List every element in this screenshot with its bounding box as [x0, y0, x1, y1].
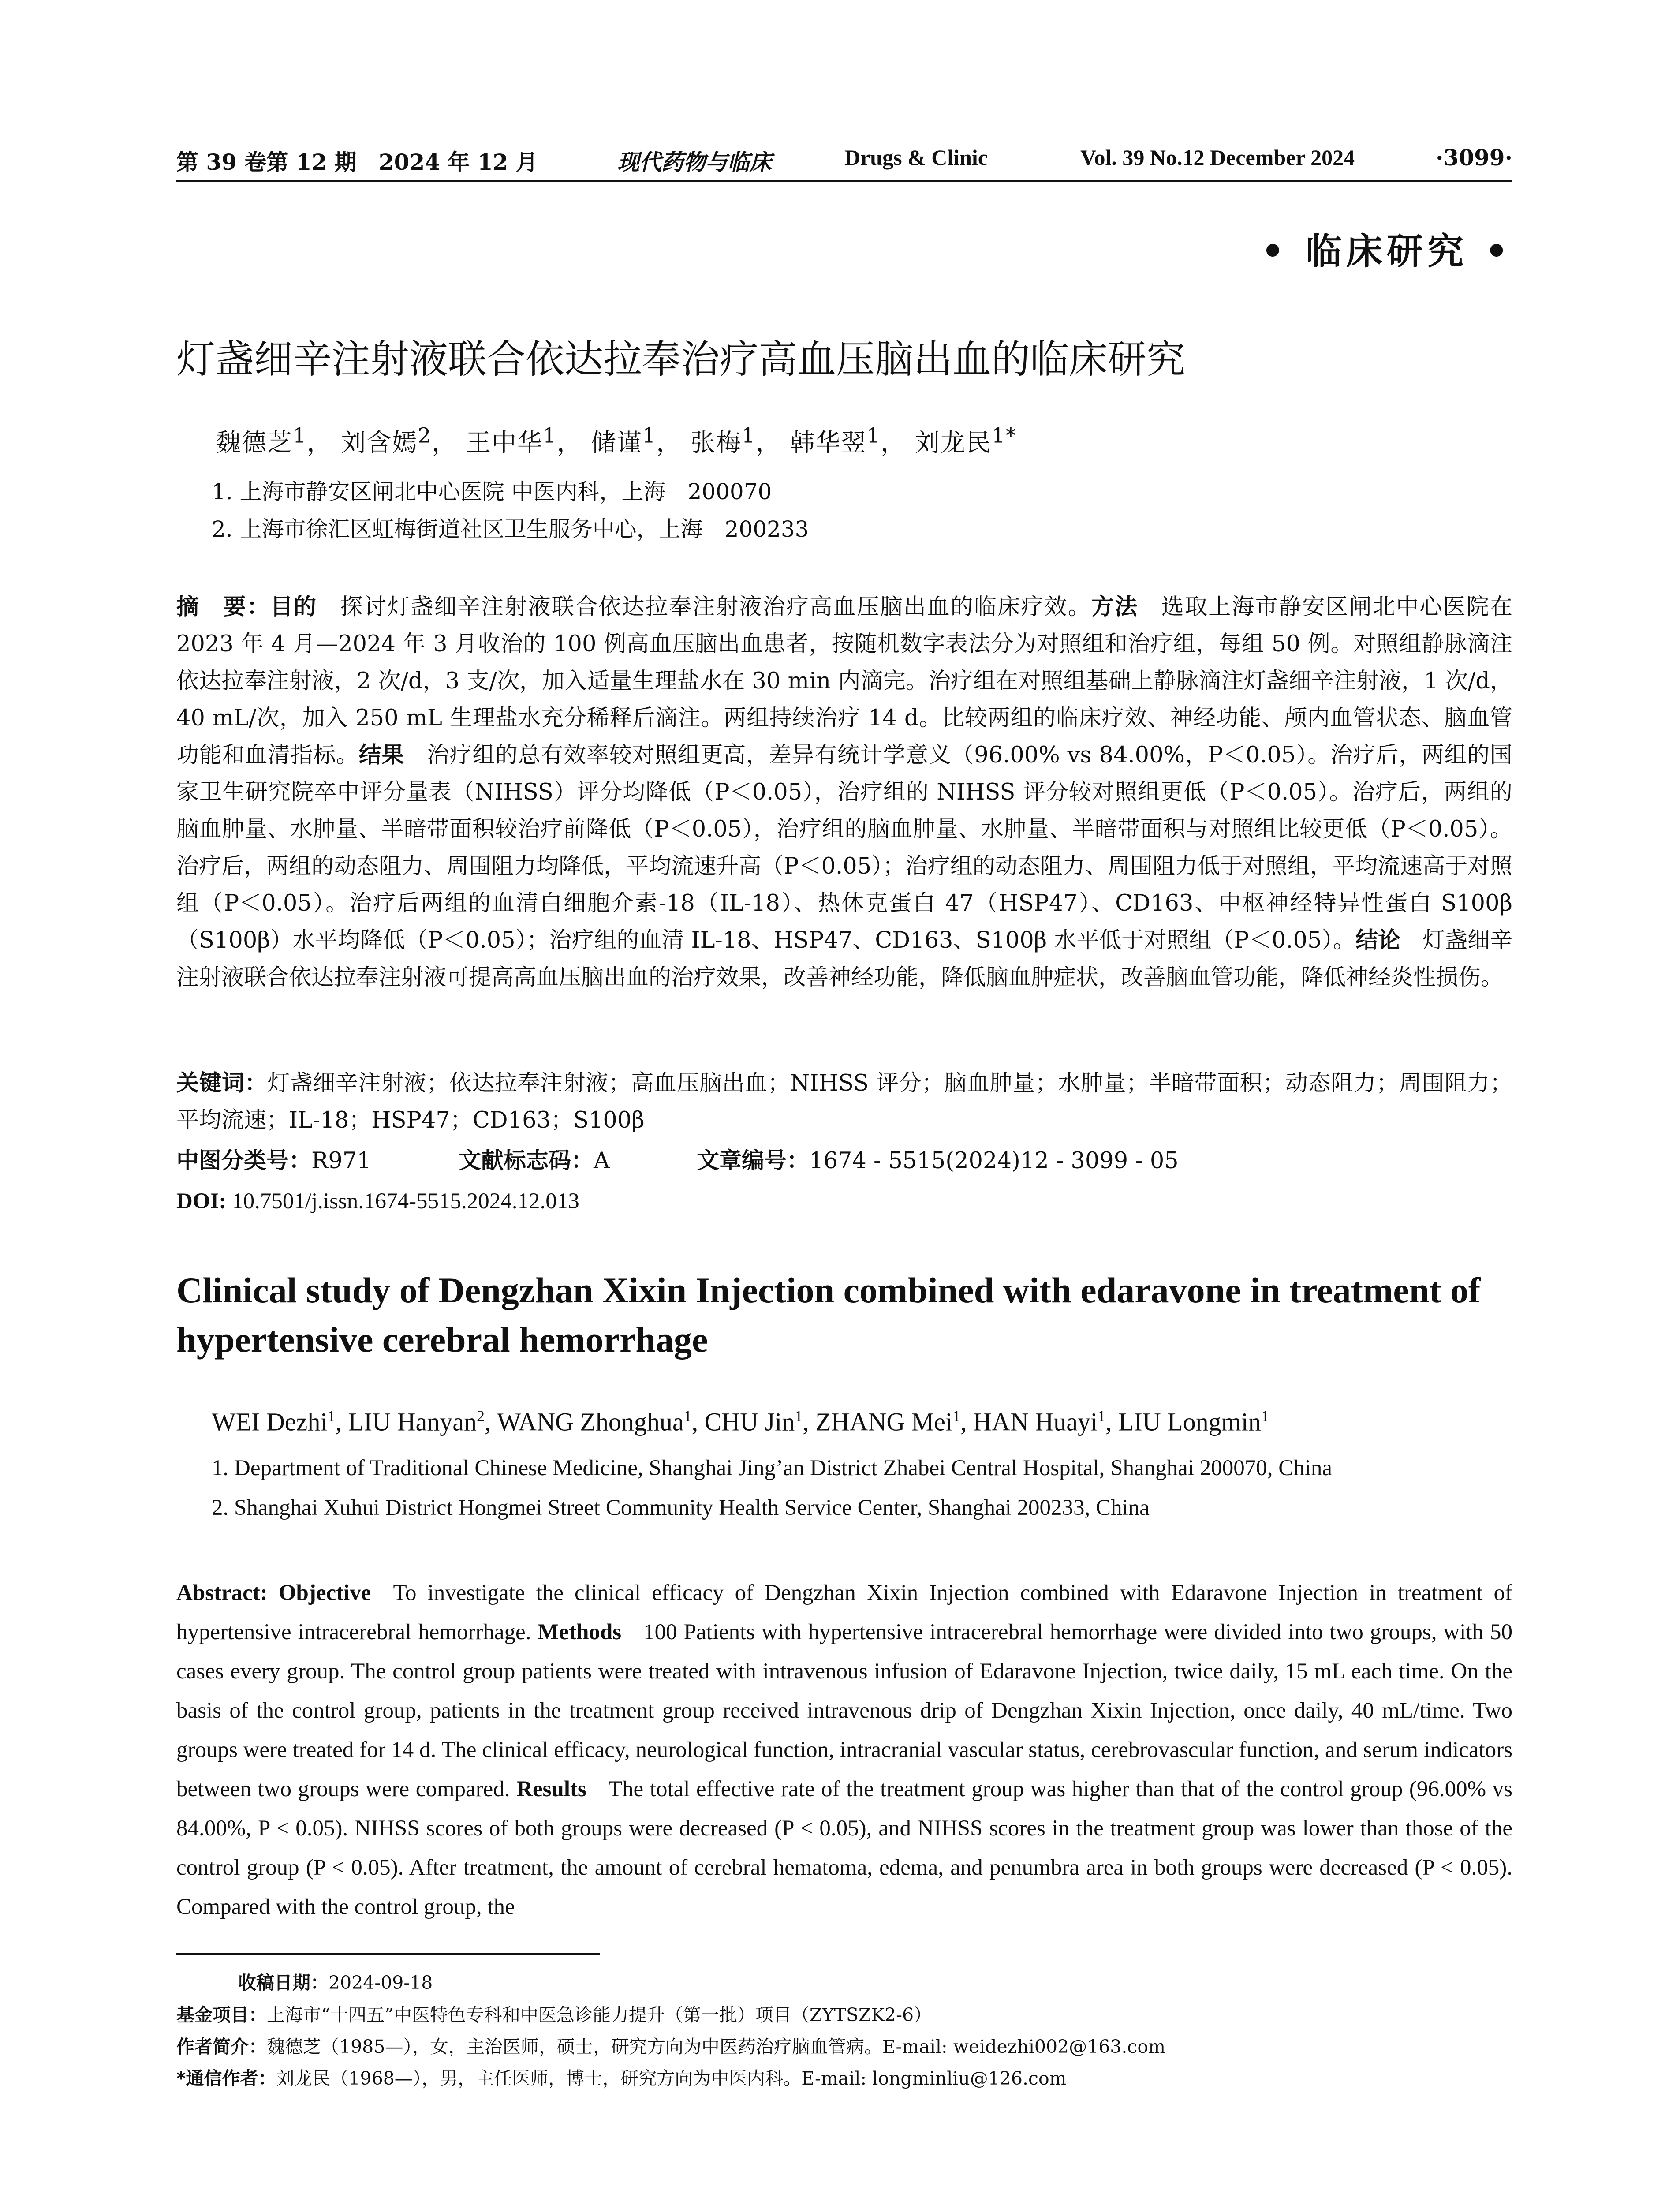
author-sup: 2: [477, 1407, 485, 1425]
conclusion-label: 结论: [1355, 927, 1400, 953]
author-cn: 刘龙民: [915, 429, 992, 457]
received-label: 收稿日期：: [238, 1972, 329, 1993]
author-sup: 1: [952, 1407, 961, 1425]
author-en: WEI Dezhi: [212, 1407, 328, 1436]
header-volume-en: Vol. 39 No.12 December 2024: [1080, 145, 1355, 170]
author-sup: 1: [1261, 1407, 1269, 1425]
results-en-label: Results: [516, 1777, 586, 1801]
keywords-cn: [176, 1065, 1512, 1139]
fund-value: 上海市“十四五”中医特色专科和中医急诊能力提升（第一批）项目（ZYTSZK2-6）: [267, 2004, 932, 2026]
author-cn: 储谨: [591, 429, 642, 457]
author-cn: 魏德芝: [216, 429, 293, 457]
abstract-label: 摘 要：: [176, 594, 270, 620]
author-bio-label: 作者简介：: [176, 2036, 267, 2057]
author-cn: 王中华: [466, 429, 543, 457]
corr-value: 刘龙民（1968—），男，主任医师，博士，研究方向为中医内科。E-mail: longminliu@126.com: [276, 2068, 1067, 2089]
article-id-value: 1674 - 5515(2024)12 - 3099 - 05: [809, 1148, 1179, 1174]
corr-label: *通信作者：: [176, 2068, 276, 2089]
clc-label: 中图分类号：: [176, 1148, 312, 1174]
section-label: • 临床研究 •: [1261, 230, 1512, 273]
page-number: ·3099·: [1436, 145, 1512, 171]
author-cn: 韩华翌: [790, 429, 867, 457]
author-en: LIU Hanyan: [348, 1407, 477, 1436]
title-cn: 灯盏细辛注射液联合依达拉奉治疗高血压脑出血的临床研究: [176, 336, 1186, 382]
author-sup: 1*: [992, 424, 1017, 448]
author-en: WANG Zhonghua: [497, 1407, 684, 1436]
affiliation-en-1: 1. Department of Traditional Chinese Medicine, Shanghai Jing’an District Zhabei Central Hospital, Shanghai 200070, China: [212, 1456, 1333, 1480]
results-en-text: The total effective rate of the treatment group was higher than that of the control group (96.00% vs 84.00%, P < 0.05). NIHSS scores of both groups were decreased (P < 0.05), and NIHSS scores in the treatment group was lower than those of the control group (P < 0.05). After treatment, the amount of cerebral hematoma, edema, and penumbra area in both groups were decreased (P < 0.05). Compared with the control group, the: [176, 1777, 1513, 1919]
results-text: 治疗组的总有效率较对照组更高，差异有统计学意义（96.00% vs 84.00%，P＜0.05）。治疗后，两组的国家卫生研究院卒中评分量表（NIHSS）评分均降低（P＜0.05），治疗组的 NIHSS 评分较对照组更低（P＜0.05）。治疗后，两组的脑血肿量、水肿量、半暗带面积较治疗前降低（P＜0.05），治疗组的脑血肿量、水肿量、半暗带面积与对照组比较更低（P＜0.05）。治疗后，两组的动态阻力、周围阻力均降低，平均流速升高（P＜0.05）；治疗组的动态阻力、周围阻力低于对照组，平均流速高于对照组（P＜0.05）。治疗后两组的血清白细胞介素-18（IL-18）、热休克蛋白 47（HSP47）、CD163、中枢神经特异性蛋白 S100β（S100β）水平均降低（P＜0.05）；治疗组的血清 IL-18、HSP47、CD163、S100β 水平低于对照组（P＜0.05）。: [176, 742, 1512, 953]
methods-text: 选取上海市静安区闸北中心医院在 2023 年 4 月—2024 年 3 月收治的 100 例高血压脑出血患者，按随机数字表法分为对照组和治疗组，每组 50 例。对照组静脉滴注依达拉奉注射液，2 次/d，3 支/次，加入适量生理盐水在 30 min 内滴完。治疗组在对照组基础上静脉滴注灯盏细辛注射液，1 次/d，40 mL/次，加入 250 mL 生理盐水充分稀释后滴注。两组持续治疗 14 d。比较两组的临床疗效、神经功能、颅内血管状态、脑血管功能和血清指标。: [176, 594, 1512, 768]
author-en: CHU Jin: [704, 1407, 795, 1436]
header-journal-cn: 现代药物与临床: [617, 149, 772, 175]
methods-en-label: Methods: [538, 1620, 622, 1644]
fund-label: 基金项目：: [176, 2004, 267, 2026]
affiliation-cn-2: 2. 上海市徐汇区虹梅街道社区卫生服务中心，上海 200233: [212, 516, 809, 542]
header-journal-en: Drugs & Clinic: [844, 145, 988, 170]
methods-en-text: 100 Patients with hypertensive intracerebral hemorrhage were divided into two groups, with 50 cases every group. The control group patients were treated with intravenous infusion of Edaravone Injection, twice daily, 15 mL each time. On the basis of the control group, patients in the treatment group received intravenous drip of Dengzhan Xixin Injection, once daily, 40 mL/time. Two groups were treated for 14 d. The clinical efficacy, neurological function, intracranial vascular status, cerebrovascular function, and serum indicators between two groups were compared.: [176, 1620, 1512, 1801]
objective-text: 探讨灯盏细辛注射液联合依达拉奉注射液治疗高血压脑出血的临床疗效。: [339, 594, 1092, 620]
abstract-cn: [176, 589, 1512, 996]
footnote-received: [238, 1968, 433, 1994]
doi: [176, 1188, 579, 1214]
footnote-author: [176, 2032, 1165, 2058]
doc-code-value: A: [594, 1148, 610, 1174]
authors-en: WEI Dezhi$^1$, LIU Hanyan$^2$, WANG Zhonghua$^1$, CHU Jin$^1$, ZHANG Mei$^1$, HAN Huayi$^1$, LIU Longmin$^1$: [212, 1407, 1269, 1436]
running-header: [176, 140, 1512, 182]
abstract-en: [176, 1573, 1512, 1927]
author-sup: 1: [327, 1407, 336, 1425]
authors-cn: 魏德芝$^1$， 刘含嫣$^2$， 王中华$^1$， 储谨$^1$， 张梅$^1$， 韩华翌$^1$， 刘龙民$^{1*}$: [216, 424, 1017, 457]
objective-en-label: Objective: [278, 1581, 371, 1605]
keywords-label: 关键词：: [176, 1070, 268, 1096]
author-sup: 1: [543, 424, 557, 448]
received-value: 2024-09-18: [329, 1972, 433, 1993]
author-sup: 2: [418, 424, 432, 448]
author-sup: 1: [742, 424, 756, 448]
author-sup: 1: [293, 424, 307, 448]
affiliation-cn-1: 1. 上海市静安区闸北中心医院 中医内科，上海 200070: [212, 479, 772, 505]
methods-label: 方法: [1091, 594, 1139, 620]
keywords-text: 灯盏细辛注射液；依达拉奉注射液；高血压脑出血；NIHSS 评分；脑血肿量；水肿量；半暗带面积；动态阻力；周围阻力；平均流速；IL-18；HSP47；CD163；S100β: [176, 1070, 1512, 1133]
author-bio-value: 魏德芝（1985—），女，主治医师，硕士，研究方向为中医药治疗脑血管病。E-mail: weidezhi002@163.com: [267, 2036, 1165, 2057]
classification-row: [176, 1142, 1179, 1175]
author-en: ZHANG Mei: [815, 1407, 953, 1436]
author-en: HAN Huayi: [973, 1407, 1098, 1436]
doi-label: DOI:: [176, 1189, 227, 1214]
author-cn: 张梅: [691, 429, 742, 457]
author-cn: 刘含嫣: [341, 429, 418, 457]
objective-label: 目的: [270, 594, 317, 620]
author-sup: 1: [642, 424, 657, 448]
title-en: Clinical study of Dengzhan Xixin Injection combined with edaravone in treatment of hypertensive cerebral hemorrhage: [176, 1270, 1481, 1360]
affiliation-en-2: 2. Shanghai Xuhui District Hongmei Street Community Health Service Center, Shanghai 200233, China: [212, 1495, 1150, 1520]
abstract-en-label: Abstract:: [176, 1581, 268, 1605]
author-en: LIU Longmin: [1118, 1407, 1261, 1436]
footnote-fund: [176, 2000, 932, 2026]
header-volume-cn: 第 39 卷第 12 期 2024 年 12 月: [176, 149, 538, 175]
author-sup: 1: [1098, 1407, 1106, 1425]
author-sup: 1: [683, 1407, 692, 1425]
doc-code-label: 文献标志码：: [459, 1148, 594, 1174]
article-id-label: 文章编号：: [697, 1148, 810, 1174]
footnote-divider: [176, 1953, 600, 1955]
author-sup: 1: [795, 1407, 803, 1425]
conclusion-text: 灯盏细辛注射液联合依达拉奉注射液可提高高血压脑出血的治疗效果，改善神经功能，降低脑血肿症状，改善脑血管功能，降低神经炎性损伤。: [176, 927, 1512, 990]
doi-value: 10.7501/j.issn.1674-5515.2024.12.013: [232, 1189, 579, 1214]
results-label: 结果: [358, 742, 405, 768]
clc-value: R971: [311, 1148, 371, 1174]
footnote-corresponding: [176, 2064, 1067, 2090]
author-sup: 1: [866, 424, 881, 448]
objective-en-text: To investigate the clinical efficacy of Dengzhan Xixin Injection combined with Edaravone Injection in treatment of hypertensive intracerebral hemorrhage.: [176, 1581, 1512, 1644]
